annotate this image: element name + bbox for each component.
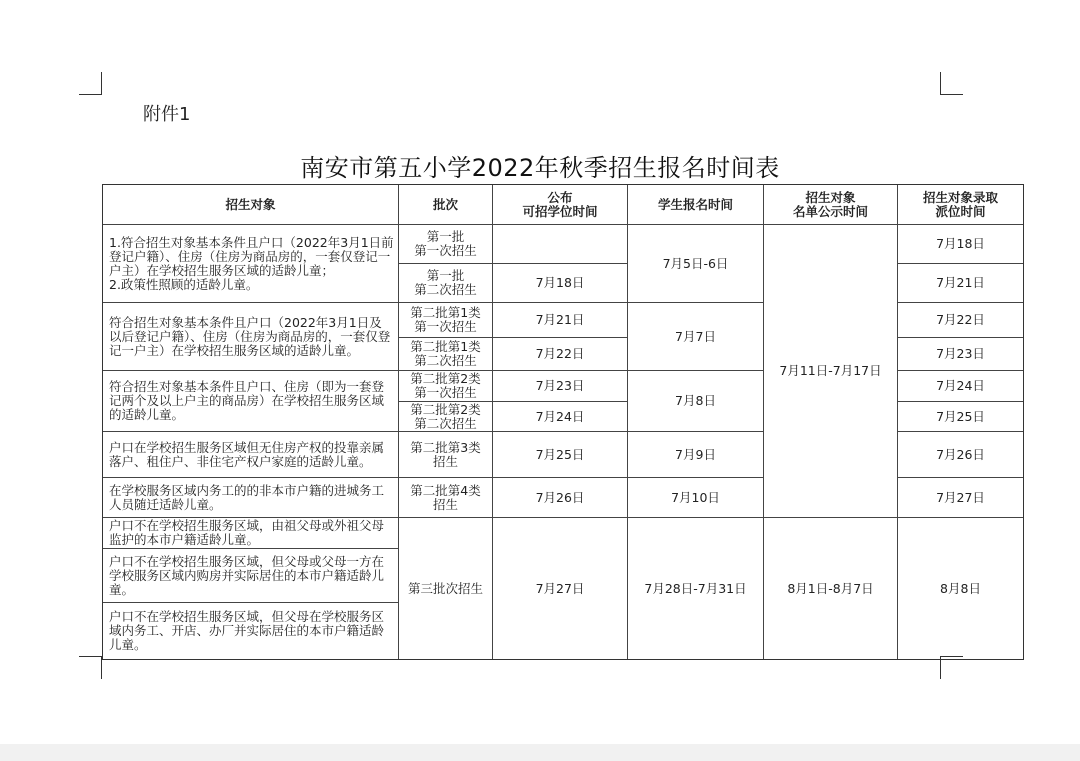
publish-cell-empty [493, 225, 628, 264]
admission-cell-1: 7月18日 [898, 225, 1023, 264]
batch-cell-3: 第二批第1类 第一次招生 [399, 303, 493, 338]
publicity-cell-2: 8月1日-8月7日 [764, 518, 898, 659]
admission-cell-5: 7月24日 [898, 371, 1023, 402]
register-cell-4: 7月9日 [628, 432, 764, 478]
admission-cell-9: 8月8日 [940, 580, 981, 596]
header-admission: 招生对象录取 派位时间 [898, 185, 1023, 225]
page-title: 南安市第五小学2022年秋季招生报名时间表 [300, 154, 780, 182]
header-target: 招生对象 [103, 185, 399, 225]
publish-cell-7: 7月26日 [493, 478, 628, 518]
target-cell-4: 户口在学校招生服务区域但无住房产权的投靠亲属落户、租住户、非住宅产权户家庭的适龄儿童。 [103, 432, 399, 478]
register-cell-3: 7月8日 [628, 371, 764, 432]
target-cell-6: 户口不在学校招生服务区域，由祖父母或外祖父母监护的本市户籍适龄儿童。 [103, 518, 399, 549]
bottom-bar [0, 744, 1080, 761]
header-publicity: 招生对象 名单公示时间 [764, 185, 898, 225]
publish-cell-4: 7月23日 [493, 371, 628, 402]
crop-mark-top-right [940, 72, 963, 95]
target-cell-7: 户口不在学校招生服务区域，但父母或父母一方在学校服务区域内购房并实际居住的本市户籍适龄儿童。 [103, 549, 399, 603]
register-cell-2: 7月7日 [628, 303, 764, 371]
target-cell-1: 1.符合招生对象基本条件且户口（2022年3月1日前登记户籍）、住房（住房为商品房的，一套仅登记一户主）在学校招生服务区域的适龄儿童； 2.政策性照顾的适龄儿童。 [103, 225, 399, 303]
register-cell-5: 7月10日 [628, 478, 764, 518]
admission-cell-7: 7月26日 [898, 432, 1023, 478]
publish-cell-3: 7月22日 [493, 338, 628, 371]
admission-cell-8: 7月27日 [898, 478, 1023, 518]
attachment-label: 附件1 [143, 104, 191, 125]
admission-cell-4: 7月23日 [898, 338, 1023, 371]
crop-mark-bottom-left [79, 656, 102, 679]
header-register: 学生报名时间 [628, 185, 764, 225]
publish-cell-6: 7月25日 [493, 432, 628, 478]
batch-cell-4: 第二批第1类 第二次招生 [399, 338, 493, 371]
admission-cell-2: 7月21日 [898, 264, 1023, 303]
batch-cell-9: 第三批次招生 [399, 518, 493, 659]
publish-cell-2: 7月21日 [493, 303, 628, 338]
batch-cell-7: 第二批第3类 招生 [399, 432, 493, 478]
admission-cell-3: 7月22日 [898, 303, 1023, 338]
publish-cell-5: 7月24日 [493, 402, 628, 432]
batch-cell-5: 第二批第2类 第一次招生 [399, 371, 493, 402]
schedule-table [102, 184, 1024, 660]
batch-cell-2: 第一批 第二次招生 [399, 264, 493, 303]
batch-cell-1: 第一批 第一次招生 [399, 225, 493, 264]
target-cell-8: 户口不在学校招生服务区域，但父母在学校服务区域内务工、开店、办厂并实际居住的本市户籍适龄儿童。 [103, 603, 399, 659]
admission-cell-6: 7月25日 [898, 402, 1023, 432]
publicity-cell-1: 7月11日-7月17日 [764, 225, 898, 518]
batch-cell-8: 第二批第4类 招生 [399, 478, 493, 518]
target-cell-2: 符合招生对象基本条件且户口（2022年3月1日及以后登记户籍）、住房（住房为商品房的，一套仅登记一户主）在学校招生服务区域的适龄儿童。 [103, 303, 399, 371]
register-cell-6: 7月28日-7月31日 [628, 518, 764, 659]
register-cell-1: 7月5日-6日 [628, 225, 764, 303]
batch-cell-6: 第二批第2类 第二次招生 [399, 402, 493, 432]
crop-mark-top-left [79, 72, 102, 95]
target-cell-5: 在学校服务区域内务工的的非本市户籍的进城务工人员随迁适龄儿童。 [103, 478, 399, 518]
header-publish: 公布 可招学位时间 [493, 185, 628, 225]
publish-cell-1: 7月18日 [493, 264, 628, 303]
publish-cell-8: 7月27日 [493, 518, 628, 659]
target-cell-3: 符合招生对象基本条件且户口、住房（即为一套登记两个及以上户主的商品房）在学校招生服务区域的适龄儿童。 [103, 371, 399, 432]
header-batch: 批次 [399, 185, 493, 225]
